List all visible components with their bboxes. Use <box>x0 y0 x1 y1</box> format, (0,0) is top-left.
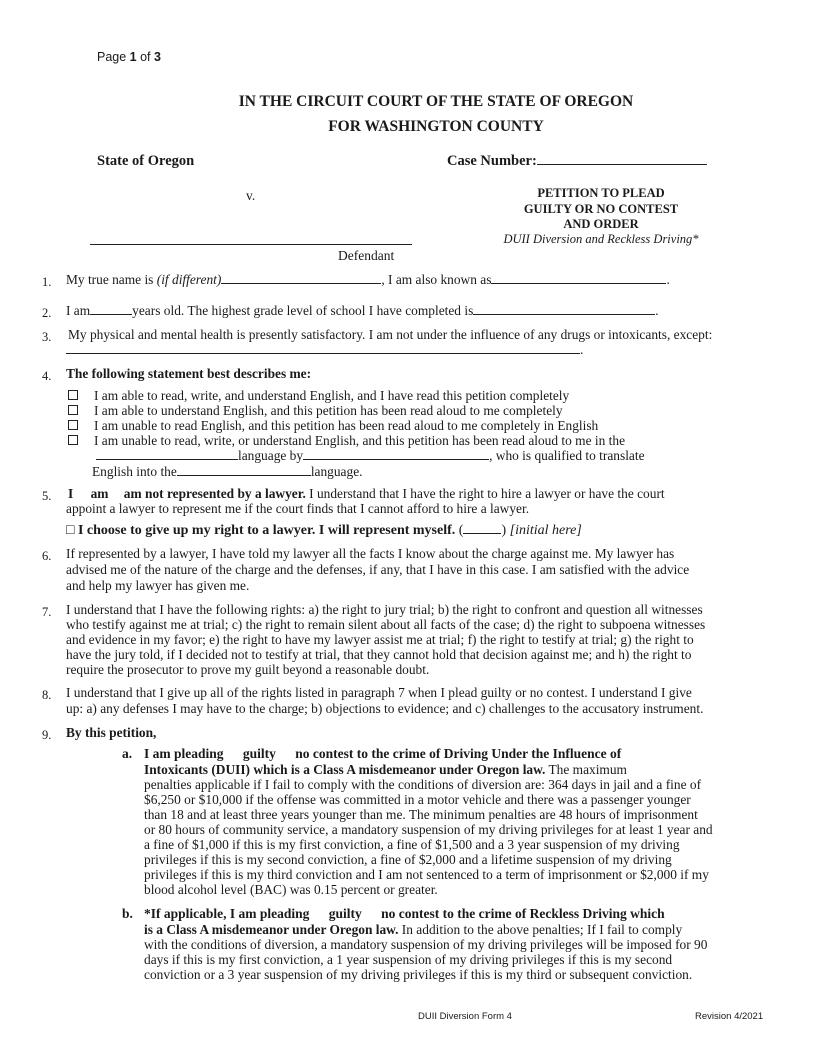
item-9-heading: By this petition, <box>66 725 157 740</box>
item-2-period: . <box>655 303 659 318</box>
item-7-line3: and evidence in my favor; e) the right to have my lawyer assist me at trial; f) the right to testify at trial; g) the right to <box>66 632 694 647</box>
footer-form-name: DUII Diversion Form 4 <box>418 1011 512 1022</box>
item-9a-letter: a. <box>122 746 133 761</box>
item-9a-line2 <box>144 762 627 778</box>
waiver-line <box>66 522 582 539</box>
item-9a-line9: privileges if this is my third conviction and I am not sentenced to a term of imprisonment or $2,000 if my <box>144 867 709 882</box>
item-9a-line5: than 18 and at least three years younger than me. The minimum penalties are 48 hours of imprisonment <box>144 807 698 822</box>
item-4-heading: The following statement best describes me: <box>66 366 312 381</box>
language-field[interactable] <box>96 448 238 460</box>
item-3-line1: My physical and mental health is presently satisfactory. I am not under the influence of any drugs or intoxicants, except: <box>68 327 713 342</box>
item-3-period: . <box>580 342 584 357</box>
pleading-text: I am pleading <box>144 746 224 761</box>
target-language-field[interactable] <box>177 464 311 476</box>
english-into: English into the <box>92 464 177 479</box>
qualified-text: , who is qualified to translate <box>489 448 645 463</box>
language-by: language by <box>238 448 304 463</box>
item-5-line2: appoint a lawyer to represent me if the court finds that I cannot afford to hire a lawyer. <box>66 501 530 516</box>
item-9a-line3: penalties applicable if I fail to comply with the conditions of diversion are: 364 days in jail and a fine of <box>144 777 702 792</box>
item-number-9: 9. <box>42 728 52 742</box>
page-total: 3 <box>154 50 161 64</box>
item-1-aka: , I am also known as <box>381 272 492 287</box>
item-9b-line1 <box>144 906 665 922</box>
exceptions-field[interactable] <box>66 342 580 354</box>
item-9a-line1 <box>144 746 621 762</box>
title-line2: GUILTY OR NO CONTEST <box>523 201 679 216</box>
item-1-italic: (if different) <box>156 272 222 287</box>
item-number-3: 3. <box>42 330 52 344</box>
item-9a-line6: or 80 hours of community service, a mandatory suspension of my driving privileges for at least 1 year and <box>144 822 713 837</box>
not-represented-option[interactable]: am not represented by a lawyer. <box>123 486 306 501</box>
footer-revision: Revision 4/2021 <box>695 1011 764 1022</box>
item-5-line1 <box>68 486 665 502</box>
item-5-text: I understand that I have the right to hire a lawyer or have the court <box>305 486 665 501</box>
duii-no-contest-option[interactable]: no contest to the crime of Driving Under the Influence of <box>295 746 622 761</box>
duii-class: Intoxicants (DUII) which is a Class A misdemeanor under Oregon law. <box>144 762 546 777</box>
item-8-line1: I understand that I give up all of the rights listed in paragraph 7 when I plead guilty or no contest. I understand I give <box>66 685 692 700</box>
item-9b-line4: days if this is my first conviction, a 1 year suspension of my driving privileges if this is my second <box>144 952 673 967</box>
item-8-line2: up: a) any defenses I may have to the charge; b) objections to evidence; and c) challenges to the accusatory instrument. <box>66 701 704 716</box>
option-text: I am able to understand English, and this petition has been read aloud to me completely <box>94 403 563 418</box>
court-heading-line1: IN THE CIRCUIT COURT OF THE STATE OF OREGON <box>238 93 634 110</box>
page-current: 1 <box>129 50 137 64</box>
waiver-checkbox-option[interactable]: □ I choose to give up my right to a lawyer. I will represent myself. <box>66 523 456 538</box>
item-number-7: 7. <box>42 605 52 619</box>
represented-option[interactable]: am <box>90 486 109 501</box>
case-number-label: Case Number: <box>447 153 537 169</box>
page-prefix: Page <box>97 50 130 64</box>
maximum-text: The maximum <box>545 762 627 777</box>
case-number-field[interactable] <box>537 153 707 165</box>
item-number-4: 4. <box>42 369 52 383</box>
option-read-write[interactable] <box>68 388 569 404</box>
option-interpreter[interactable] <box>68 433 625 449</box>
item-9b-line5: conviction or a 3 year suspension of my driving privileges if this is my third or subsequent conviction. <box>144 967 693 982</box>
duii-guilty-option[interactable]: guilty <box>242 746 276 761</box>
checkbox[interactable] <box>68 420 78 430</box>
item-2-text-a: I am <box>66 303 91 318</box>
checkbox[interactable] <box>68 390 78 400</box>
reckless-no-contest-option[interactable]: no contest to the crime of Reckless Driving which <box>381 906 665 921</box>
initial-field[interactable] <box>463 522 501 534</box>
item-6-line3: and help my lawyer has given me. <box>66 578 250 593</box>
item-2 <box>66 303 659 319</box>
checkbox[interactable] <box>68 435 78 445</box>
reckless-class: is a Class A misdemeanor under Oregon law. <box>144 922 399 937</box>
court-heading-line2: FOR WASHINGTON COUNTY <box>328 118 544 135</box>
language-word: language. <box>310 464 363 479</box>
plaintiff-name: State of Oregon <box>97 153 195 169</box>
item-number-2: 2. <box>42 306 52 320</box>
item-9b-line2 <box>144 922 682 938</box>
interpreter-name-field[interactable] <box>303 448 489 460</box>
item-1 <box>66 272 670 288</box>
item-1-text: My true name is <box>66 272 157 287</box>
option-text: I am unable to read English, and this petition has been read aloud to me completely in English <box>94 418 599 433</box>
checkbox[interactable] <box>68 405 78 415</box>
initial-here: [initial here] <box>509 523 582 538</box>
waiver-paren-open: ( <box>455 523 464 538</box>
age-field[interactable] <box>90 303 132 315</box>
translate-line <box>92 464 363 480</box>
item-9b-line3: with the conditions of diversion, a mandatory suspension of my driving privileges will be imposed for 90 <box>144 937 708 952</box>
option-text: I am unable to read, write, or understand English, and this petition has been read aloud to me in the <box>94 433 626 448</box>
page-of: of <box>136 50 154 64</box>
item-6-line2: advised me of the nature of the charge and the defenses, if any, that I have in this case. I am satisfied with the advice <box>66 562 690 577</box>
item-7-line1: I understand that I have the following rights: a) the right to jury trial; b) the right to confront and question all witnesses <box>66 602 703 617</box>
reckless-pleading-text: *If applicable, I am pleading <box>144 906 310 921</box>
defendant-label: Defendant <box>338 248 395 263</box>
versus: v. <box>246 188 256 203</box>
aka-field[interactable] <box>491 272 666 284</box>
item-7-line5: require the prosecutor to prove my guilt beyond a reasonable doubt. <box>66 662 430 677</box>
item-9a-line7: a fine of $1,000 if this is my first conviction, a fine of $1,500 and a 3 year suspension of my driving <box>144 837 680 852</box>
item-number-8: 8. <box>42 688 52 702</box>
title-line1: PETITION TO PLEAD <box>537 186 665 200</box>
true-name-field[interactable] <box>221 272 381 284</box>
item-7-line4: have the jury told, if I decided not to testify at trial, that they cannot hold that decision against me; and h) the right to <box>66 647 692 662</box>
item-9a-line4: $6,250 or $10,000 if the offense was committed in a motor vehicle and there was a passenger younger <box>144 792 691 807</box>
item-1-period: . <box>666 272 670 287</box>
item-9a-line10: blood alcohol level (BAC) was 0.15 percent or greater. <box>144 882 438 897</box>
representation-i: I <box>68 486 74 501</box>
item-number-5: 5. <box>42 489 52 503</box>
option-unable-read[interactable] <box>68 418 598 434</box>
defendant-name-field[interactable] <box>90 244 412 245</box>
title-line3: AND ORDER <box>563 217 639 231</box>
page-indicator <box>97 50 161 64</box>
reckless-guilty-option[interactable]: guilty <box>328 906 362 921</box>
item-number-6: 6. <box>42 549 52 563</box>
option-understand[interactable] <box>68 403 563 419</box>
item-7-line2: who testify against me at trial; c) the right to remain silent about all facts of the case; d) the right to subpoena witnesses <box>66 617 706 632</box>
item-3-line2 <box>66 342 583 358</box>
item-number-1: 1. <box>42 275 52 289</box>
option-text: I am able to read, write, and understand English, and I have read this petition completely <box>94 388 570 403</box>
grade-level-field[interactable] <box>473 303 655 315</box>
reckless-text: In addition to the above penalties; If I fail to comply <box>398 922 683 937</box>
petition-subtitle: DUII Diversion and Reckless Driving* <box>503 232 699 246</box>
item-9b-letter: b. <box>122 906 133 921</box>
item-2-text-b: years old. The highest grade level of school I have completed is <box>132 303 474 318</box>
petition-title <box>470 186 732 233</box>
waiver-paren-close: ) <box>501 523 510 538</box>
interpreter-line <box>96 448 645 464</box>
case-number <box>447 153 707 170</box>
item-9a-line8: privileges if this is my second conviction, a fine of $2,000 and a lifetime suspension of my driving <box>144 852 672 867</box>
item-6-line1: If represented by a lawyer, I have told my lawyer all the facts I know about the charge against me. My lawyer has <box>66 546 675 561</box>
